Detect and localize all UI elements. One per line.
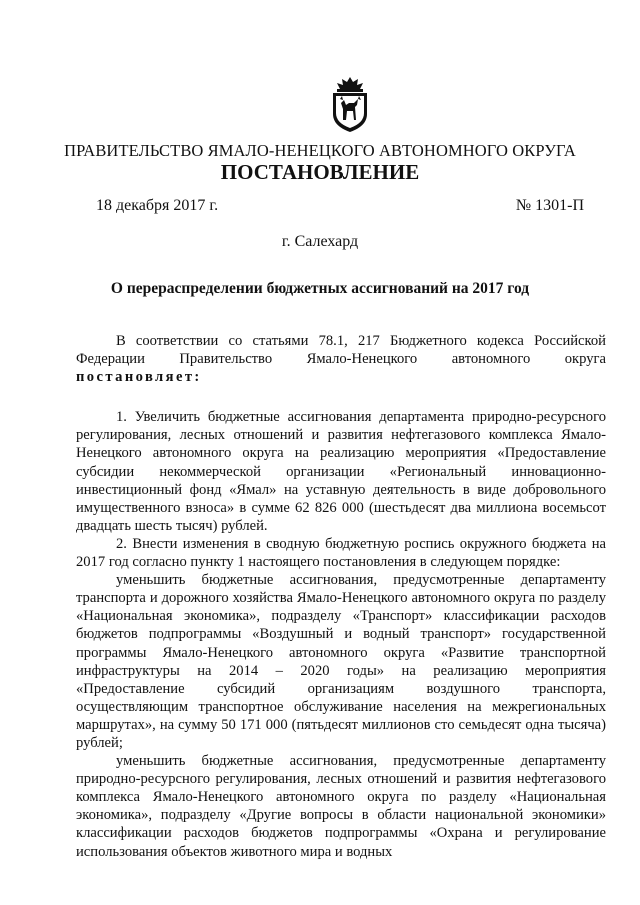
document-city: г. Салехард [281,233,359,250]
preamble-text: В соответствии со статьями 78.1, 217 Бюджетного кодекса Российской Федерации Правительство Ямало-Ненецкого автономного округа [76,333,606,368]
body-paragraph: уменьшить бюджетные ассигнования, предусмотренные департаменту природно-ресурсного регулирования, лесных отношений и развития нефтегазового комплекса Ямало-Ненецкого автономного округа по разделу «Национальная экономика», подразделу «Другие вопросы в области национальной экономики» классификации расходов бюджетов подпрограммы «Охрана и регулирование использования объектов животного мира и водных [76,753,606,860]
document-type: ПОСТАНОВЛЕНИЕ [220,160,420,184]
body-paragraph: 1. Увеличить бюджетные ассигнования департамента природно-ресурсного регулирования, лесных отношений и развития нефтегазового комплекса Ямало-Ненецкого автономного округа на реализацию мероприятия «Предоставление субсидии некоммерческой организации «Региональный инновационно-инвестиционный фонд «Ямал» на уставную деятельность в виде добровольного имущественного взноса» в сумме 62 826 000 (шестьдесят два миллиона восемьсот двадцать шесть тысяч) рублей. [76,409,606,534]
decree-word: постановляет: [76,369,202,386]
document-number: № 1301-П [515,197,584,214]
government-name: ПРАВИТЕЛЬСТВО ЯМАЛО-НЕНЕЦКОГО АВТОНОМНОГО ОКРУГА [64,141,576,160]
body-paragraph: 2. Внести изменения в сводную бюджетную роспись окружного бюджета на 2017 год согласно пункту 1 настоящего постановления в следующем порядке: [76,535,606,571]
coat-of-arms-emblem [328,76,372,134]
document-date: 18 декабря 2017 г. [96,197,219,214]
document-title: О перераспределении бюджетных ассигнований на 2017 год [110,280,530,297]
document-body [76,332,606,861]
body-paragraph: уменьшить бюджетные ассигнования, предусмотренные департаменту транспорта и дорожного хозяйства Ямало-Ненецкого автономного округа по разделу «Национальная экономика», подразделу «Транспорт» классификации расходов бюджетов подпрограммы «Воздушный и водный транспорт» государственной программы Ямало-Ненецкого автономного округа «Развитие транспортной инфраструктуры на 2014 – 2020 годы» на реализацию мероприятия «Предоставление субсидий организациям воздушного транспорта, осуществляющим транспортное обслуживание населения на межрегиональных маршрутах», на сумму 50 171 000 (пятьдесят миллионов сто семьдесят одна тысяча) рублей; [76,572,606,751]
preamble-paragraph [76,332,606,386]
